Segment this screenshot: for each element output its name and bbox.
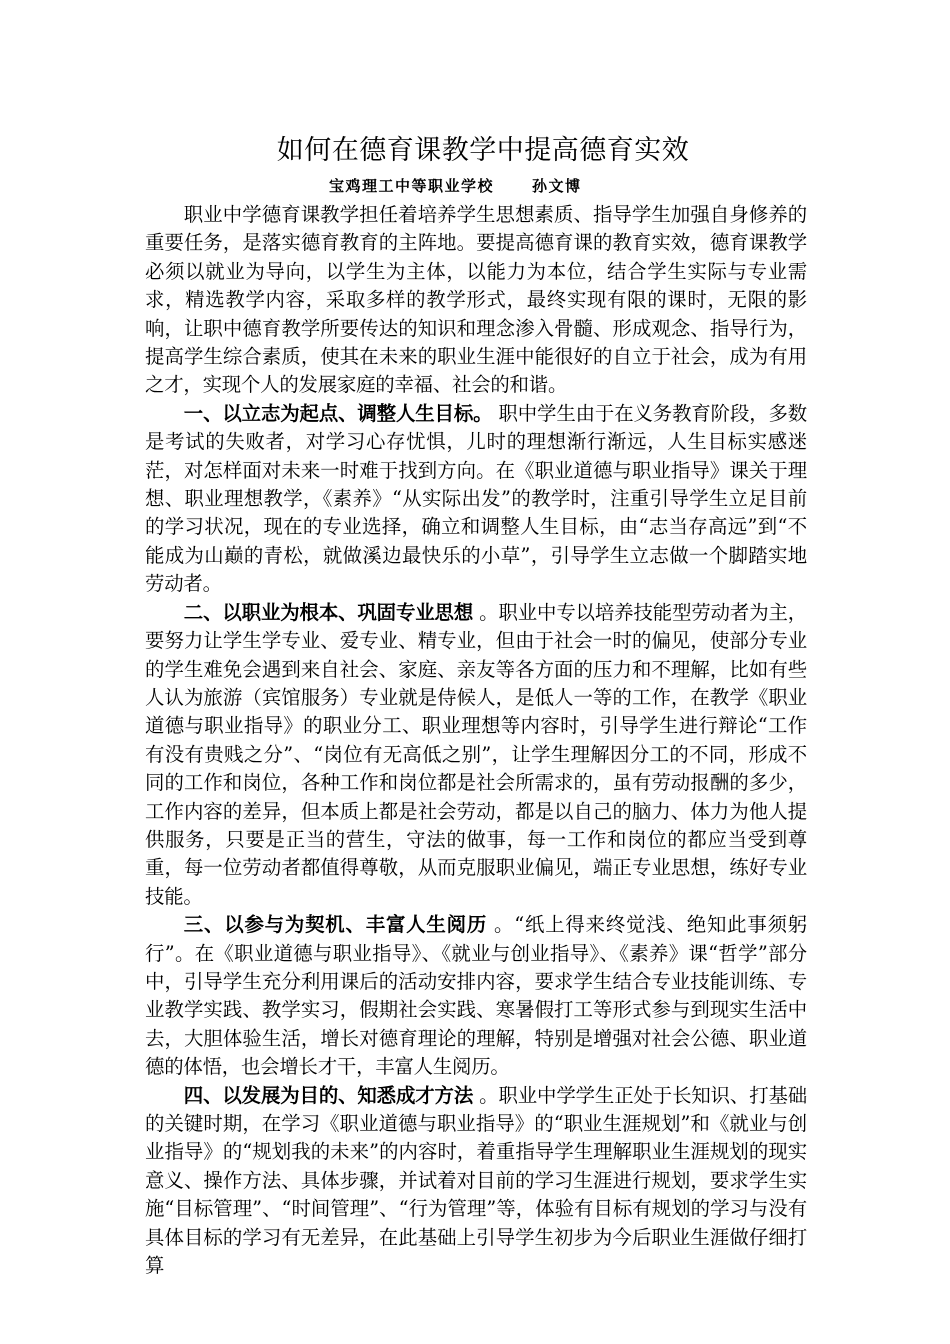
byline <box>145 173 807 199</box>
section-body: 。职业中学学生正处于长知识、打基础的关键时期，在学习《职业道德与职业指导》的“职业生涯规划”和《就业与创业指导》的“规划我的未来”的内容时，着重指导学生理解职业生涯规划的现实意义、操作方法、具体步骤，并试着对目前的学习生涯进行规划，要求学生实施“目标管理”、“时间管理”、“行为管理”等，体验有目标有规划的学习与没有具体目标的学习有无差异，在此基础上引导学生初步为今后职业生涯做仔细打算 <box>145 1083 807 1278</box>
document-title: 如何在德育课教学中提高德育实效 <box>276 135 690 166</box>
section-paragraph <box>145 400 807 599</box>
byline-author: 孙文博 <box>532 177 582 195</box>
byline-school: 宝鸡理工中等职业学校 <box>329 177 495 195</box>
section-heading: 二、以职业为根本、巩固专业思想 <box>183 600 474 624</box>
document-page <box>145 132 807 1280</box>
section-paragraph <box>145 599 807 911</box>
section-body: 。“纸上得来终觉浅、绝知此事须躬行”。在《职业道德与职业指导》、《就业与创业指导》、《素养》课“哲学”部分中，引导学生充分利用课后的活动安排内容，要求学生结合专业技能训练、专业教学实践、教学实习，假期社会实践、寒暑假打工等形式参与到现实生活中去，大胆体验生活，增长对德育理论的理解，特别是增强对社会公德、职业道德的体悟，也会增长才干，丰富人生阅历。 <box>145 913 807 1079</box>
section-heading: 四、以发展为目的、知悉成才方法 <box>183 1083 474 1107</box>
section-body: 。职业中专以培养技能型劳动者为主，要努力让学生学专业、爱专业、精专业，但由于社会一时的偏见，使部分专业的学生难免会遇到来自社会、家庭、亲友等各方面的压力和不理解，比如有些人认为旅游（宾馆服务）专业就是侍候人，是低人一等的工作，在教学《职业道德与职业指导》的职业分工、职业理想等内容时，引导学生进行辩论“工作有没有贵贱之分”、“岗位有无高低之别”，让学生理解因分工的不同，形成不同的工作和岗位，各种工作和岗位都是社会所需求的，虽有劳动报酬的多少，工作内容的差异，但本质上都是社会劳动，都是以自己的脑力、体力为他人提供服务，只要是正当的营生，守法的做事，每一工作和岗位的都应当受到尊重，每一位劳动者都值得尊敬，从而克服职业偏见，端正专业思想，练好专业技能。 <box>145 600 807 908</box>
intro-paragraph: 职业中学德育课教学担任着培养学生思想素质、指导学生加强自身修养的重要任务，是落实德育教育的主阵地。要提高德育课的教育实效，德育课教学必须以就业为导向，以学生为主体，以能力为本位，结合学生实际与专业需求，精选教学内容，采取多样的教学形式，最终实现有限的课时，无限的影响，让职中德育教学所要传达的知识和理念渗入骨髓、形成观念、指导行为，提高学生综合素质，使其在未来的职业生涯中能很好的自立于社会，成为有用之才，实现个人的发展家庭的幸福、社会的和谐。 <box>145 203 807 397</box>
section-heading: 三、以参与为契机、丰富人生阅历 <box>183 913 488 937</box>
section-heading: 一、以立志为起点、调整人生目标。 <box>183 401 493 425</box>
section-paragraph <box>145 1082 807 1281</box>
section-body: 职中学生由于在义务教育阶段，多数是考试的失败者，对学习心存忧惧，儿时的理想渐行渐远，人生目标实感迷茫，对怎样面对未来一时难于找到方向。在《职业道德与职业指导》课关于理想、职业理想教学，《素养》“从实际出发”的教学时，注重引导学生立足目前的学习状况，现在的专业选择，确立和调整人生目标，由“志当存高远”到“不能成为山巅的青松，就做溪边最快乐的小草”，引导学生立志做一个脚踏实地劳动者。 <box>145 401 807 596</box>
section-paragraph <box>145 911 807 1081</box>
